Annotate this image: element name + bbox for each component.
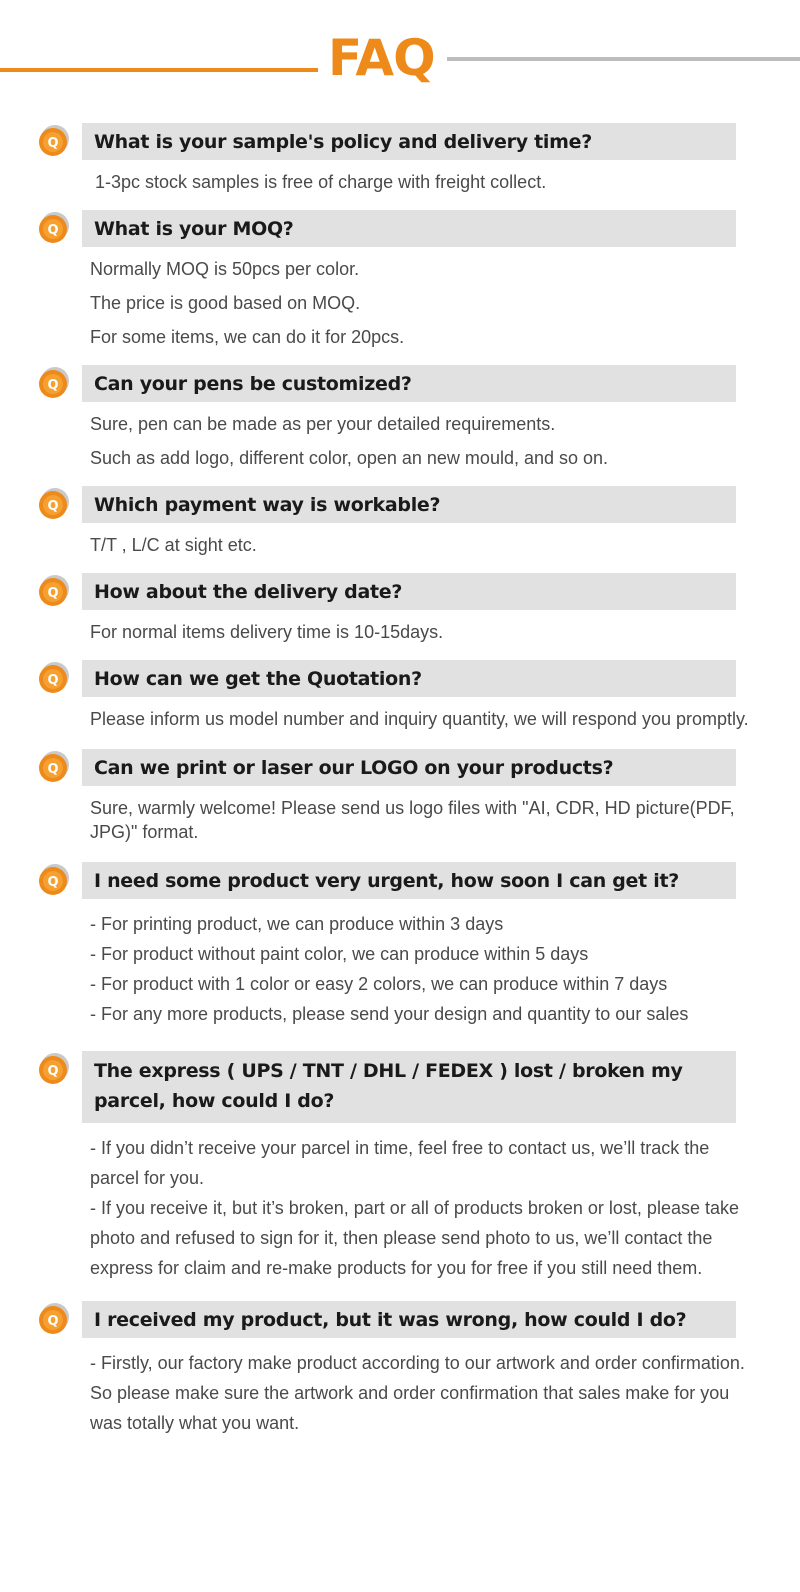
answer-text: Normally MOQ is 50pcs per color. [90, 259, 360, 279]
question-badge-icon [37, 211, 71, 245]
faq-item [0, 862, 800, 1029]
question-badge-label: Q [47, 586, 59, 601]
question-text: I received my product, but it was wrong, how could I do? [94, 1309, 687, 1331]
question-badge-label: Q [47, 762, 59, 777]
page-title: FAQ [328, 29, 435, 87]
answer-text: Sure, pen can be made as per your detailed requirements. [90, 414, 556, 434]
question-bar [82, 1301, 736, 1338]
answer-text: - If you receive it, but it’s broken, part or all of products broken or lost, please take photo and refused to sign for it, then please send photo to us, we’ll contact the express for claim and re-make products for you for free if you still need them. [90, 1198, 739, 1278]
question-bar [82, 123, 736, 160]
question-bar [82, 486, 736, 523]
faq-list [0, 123, 800, 1438]
faq-item [0, 1051, 800, 1283]
faq-item [0, 210, 800, 349]
question-badge-label: Q [47, 223, 59, 238]
question-badge-icon [37, 863, 71, 897]
faq-header [0, 0, 800, 100]
faq-item [0, 1301, 800, 1438]
question-bar [82, 749, 736, 786]
header-divider-left [0, 68, 318, 72]
faq-item [0, 573, 800, 644]
question-text: Can your pens be customized? [94, 373, 412, 395]
question-bar [82, 365, 736, 402]
question-badge-icon [37, 124, 71, 158]
answer-block [90, 523, 750, 557]
question-badge-icon [37, 1302, 71, 1336]
answer-block [95, 160, 755, 194]
answer-text: Sure, warmly welcome! Please send us logo files with "AI, CDR, HD picture(PDF, JPG)" format. [90, 798, 735, 842]
question-badge-icon [37, 1052, 71, 1086]
question-text: Which payment way is workable? [94, 494, 441, 516]
question-badge-icon [37, 750, 71, 784]
answer-block [90, 697, 750, 731]
question-badge-label: Q [47, 1064, 59, 1079]
header-divider-right [447, 57, 800, 61]
faq-item [0, 365, 800, 470]
question-badge-label: Q [47, 875, 59, 890]
answer-text: - For product without paint color, we can produce within 5 days [90, 944, 589, 964]
question-badge-icon [37, 366, 71, 400]
question-bar [82, 862, 736, 899]
question-text: Can we print or laser our LOGO on your products? [94, 757, 614, 779]
faq-item [0, 123, 800, 194]
answer-text: 1-3pc stock samples is free of charge with freight collect. [95, 172, 547, 192]
question-bar [82, 1051, 736, 1123]
answer-block [90, 899, 750, 1029]
question-badge-icon [37, 574, 71, 608]
question-badge-label: Q [47, 673, 59, 688]
question-text: How can we get the Quotation? [94, 668, 422, 690]
faq-item [0, 660, 800, 731]
answer-text: - If you didn’t receive your parcel in time, feel free to contact us, we’ll track the parcel for you. [90, 1138, 710, 1188]
answer-block [90, 786, 750, 844]
answer-text: The price is good based on MOQ. [90, 293, 361, 313]
question-text: What is your MOQ? [94, 218, 294, 240]
question-badge-icon [37, 661, 71, 695]
answer-text: T/T , L/C at sight etc. [90, 535, 257, 555]
answer-block [90, 402, 750, 470]
answer-block [90, 247, 750, 349]
question-text: What is your sample's policy and delivery time? [94, 131, 592, 153]
answer-text: Such as add logo, different color, open an new mould, and so on. [90, 448, 609, 468]
question-bar [82, 210, 736, 247]
faq-item [0, 486, 800, 557]
question-badge-label: Q [47, 1314, 59, 1329]
answer-text: For some items, we can do it for 20pcs. [90, 327, 405, 347]
question-badge-label: Q [47, 378, 59, 393]
answer-block [90, 1338, 750, 1438]
answer-text: Please inform us model number and inquiry quantity, we will respond you promptly. [90, 709, 749, 729]
question-badge-icon [37, 487, 71, 521]
question-bar [82, 660, 736, 697]
answer-text: - For product with 1 color or easy 2 colors, we can produce within 7 days [90, 974, 668, 994]
answer-block [90, 1123, 750, 1283]
faq-item [0, 749, 800, 844]
answer-text: - For printing product, we can produce within 3 days [90, 914, 504, 934]
answer-text: For normal items delivery time is 10-15days. [90, 622, 444, 642]
question-text: I need some product very urgent, how soon I can get it? [94, 870, 679, 892]
answer-text: - Firstly, our factory make product according to our artwork and order confirmation. So please make sure the artwork and order confirmation that sales make for you was totally what you want. [90, 1353, 745, 1433]
answer-block [90, 610, 750, 644]
question-badge-label: Q [47, 136, 59, 151]
answer-text: - For any more products, please send your design and quantity to our sales [90, 1004, 689, 1024]
question-bar [82, 573, 736, 610]
question-badge-label: Q [47, 499, 59, 514]
question-text: The express ( UPS / TNT / DHL / FEDEX ) lost / broken my parcel, how could I do? [94, 1060, 683, 1112]
question-text: How about the delivery date? [94, 581, 403, 603]
